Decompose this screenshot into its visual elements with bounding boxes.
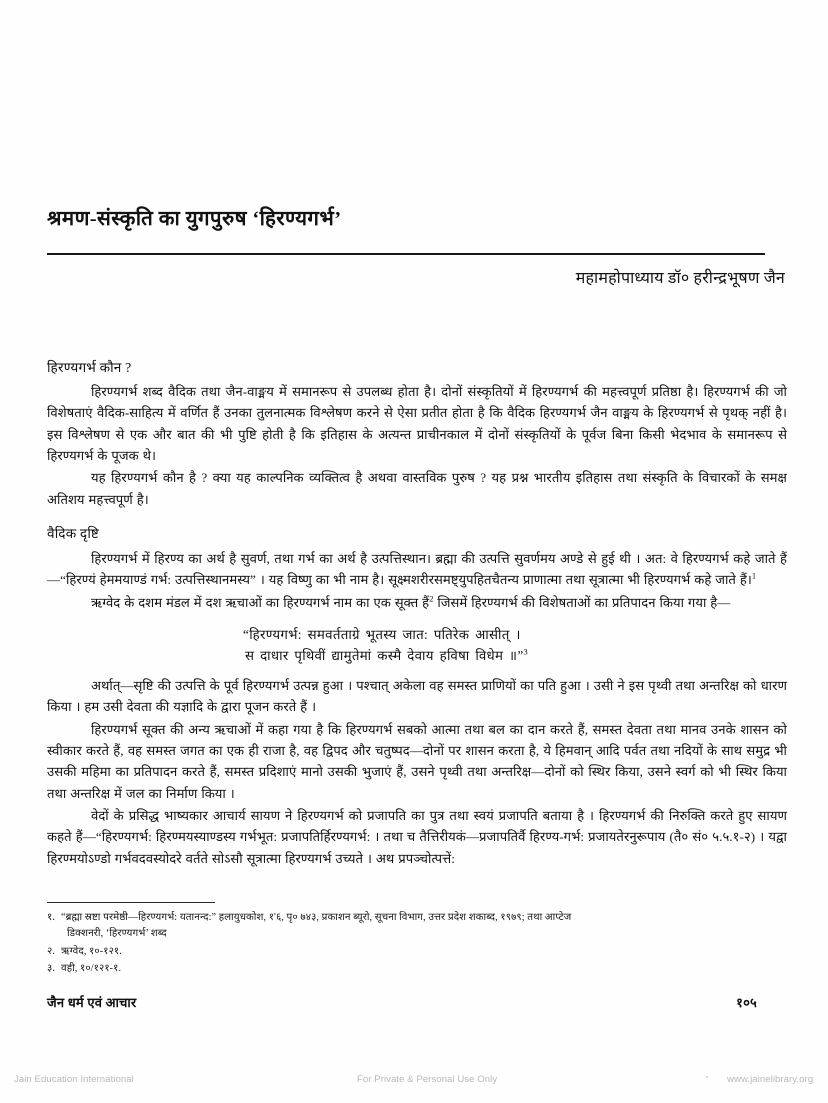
running-footer bbox=[47, 993, 785, 1011]
footnote-number: १. bbox=[47, 912, 55, 923]
page-title: श्रमण-संस्कृति का युगपुरुष ‘हिरण्यगर्भ’ bbox=[47, 208, 342, 230]
library-org-label: Jain Education International bbox=[14, 1074, 134, 1085]
sanskrit-verse-quote bbox=[47, 624, 787, 666]
body-text-column bbox=[47, 357, 787, 870]
verse-line-2-text: स दाधार पृथिवीं द्यामुतेमां कस्मै देवाय हविषा विधेम ॥” bbox=[245, 647, 524, 663]
paragraph-6: हिरण्यगर्भ सूक्त की अन्य ऋचाओं में कहा गया है कि हिरण्यगर्भ सबको आत्मा तथा बल का दान करते हैं, समस्त देवता तथा मानव उनके शासन को स्वीकार करते हैं, वह समस्त जगत का एक ही राजा है, वह द्विपद और चतुष्पद—दोनों पर शासन करता है, ये हिमवान् आदि पर्वत तथा नदियों के साथ समुद्र भी उसकी महिमा का प्रतिपादन करते हैं, समस्त प्रदिशाएं मानो उसकी भुजाएं हैं, उसने पृथ्वी तथा अन्तरिक्ष—दोनों को स्थिर किया, उसने स्वर्ग को भी स्थिर किया तथा अन्तरिक्ष में जल का निर्माण किया । bbox=[47, 721, 787, 801]
paragraph-5: अर्थात्—सृष्टि की उत्पत्ति के पूर्व हिरण्यगर्भ उत्पन्न हुआ । पश्चात् अकेला वह समस्त प्राणियों का पति हुआ । उसी ने इस पृथ्वी तथा अन्तरिक्ष को धारण किया । हम उसी देवता की यज्ञादि के द्वारा पूजन करते हैं । bbox=[47, 677, 787, 715]
title-divider bbox=[47, 253, 765, 255]
footnotes-block bbox=[47, 910, 787, 978]
footnote-marker-3: 3 bbox=[523, 647, 529, 657]
running-footer-book-title: जैन धर्म एवं आचार bbox=[47, 995, 137, 1010]
footnote-text: वही, १०/१२१-१. bbox=[61, 963, 122, 975]
section-heading-vedic-view: वैदिक दृष्टि bbox=[47, 525, 100, 541]
paragraph-2: यह हिरण्यगर्भ कौन है ? क्या यह काल्पनिक व्यक्तित्व है अथवा वास्तविक पुरुष ? यह प्रश्न भारतीय इतिहास तथा संस्कृति के विचारकों के समक्ष अतिशय महत्त्वपूर्ण है। bbox=[47, 470, 787, 507]
section-heading-who-is-hiranyagarbha: हिरण्यगर्भ कौन ? bbox=[47, 360, 132, 375]
paragraph-1: हिरण्यगर्भ शब्द वैदिक तथा जैन-वाङ्मय में समानरूप से उपलब्ध होता है। दोनों संस्कृतियों में हिरण्यगर्भ की महत्त्वपूर्ण प्रतिष्ठा है। हिरण्यगर्भ की जो विशेषताएं वैदिक-साहित्य में वर्णित हैं उनका तुलनात्मक विश्लेषण करने से ऐसा प्रतीत होता है कि वैदिक हिरण्यगर्भ जैन वाङ्मय के हिरण्यगर्भ से पृथक् नहीं है। इस विश्लेषण से एक और बात की भी पुष्टि होती है कि इतिहास के अत्यन्त प्राचीनकाल में दोनों संस्कृतियों के पूर्वज बिना किसी भेदभाव के समानरूप से हिरण्यगर्भ के पूजक थे। bbox=[47, 384, 787, 463]
paragraph-7: वेदों के प्रसिद्ध भाष्यकार आचार्य सायण ने हिरण्यगर्भ को प्रजापति का पुत्र तथा स्वयं प्रजापति बताया है । हिरण्यगर्भ की निरुक्ति करते हुए सायण कहते हैं—“हिरण्यगर्भ: हिरण्मयस्याण्डस्य गर्भभूत: प्रजापतिर्हिरण्यगर्भ: । तथा च तैत्तिरीयकं—प्रजापतिर्वै हिरण्य-गर्भ: प्रजायतेरनुरूपाय (तै० सं० ५.५.१-२) । यद्वा हिरण्मयोऽण्डो गर्भवदवस्योदरे वर्तते सोऽसौ सूत्रात्मा हिरण्यगर्भ उच्यते । अथ प्रपञ्चोत्पत्तें: bbox=[47, 807, 787, 866]
footnote-text: “ब्रह्मा स्रष्टा परमेष्ठी—हिरण्यगर्भ: यतानन्द:” हलायुधकोश, १'६, पृ० ७४३, प्रकाशन ब्यूरो, सूचना विभाग, उत्तर प्रदेश शकाब्द, १९७९; तथा आप्टेज bbox=[61, 912, 572, 923]
footnote-number: ३. bbox=[47, 963, 55, 975]
library-usage-notice: For Private & Personal Use Only bbox=[357, 1074, 498, 1085]
verse-line-2 bbox=[243, 645, 787, 666]
library-website-link[interactable]: www.jainelibrary.org bbox=[727, 1074, 814, 1085]
footnote-continuation: डिक्शनरी, ‘हिरण्यगर्भ’ शब्द bbox=[67, 928, 167, 940]
footnote-item bbox=[47, 910, 787, 943]
footnote-text: ऋग्वेद, १०-१२१. bbox=[61, 945, 122, 957]
footnote-marker-1: 1 bbox=[751, 571, 757, 581]
page-number: १०५ bbox=[736, 995, 757, 1010]
library-watermark-bar bbox=[0, 1063, 828, 1103]
footnote-marker-2: 2 bbox=[429, 594, 434, 604]
verse-line-1: “हिरण्यगर्भ: समवर्तताग्रे भूतस्य जात: पतिरेक आसीत् । bbox=[243, 626, 521, 642]
footnote-number: २. bbox=[47, 945, 55, 957]
footnote-item bbox=[47, 944, 787, 960]
library-separator-dot bbox=[706, 1076, 708, 1078]
paragraph-4-text-b: जिसमें हिरण्यगर्भ की विशेषताओं का प्रतिपादन किया गया है— bbox=[433, 594, 731, 610]
paragraph-4-text-a: ऋग्वेद के दशम मंडल में दश ऋचाओं का हिरण्यगर्भ नाम का एक सूक्त हैं bbox=[91, 594, 430, 610]
footnote-item bbox=[47, 961, 787, 977]
paragraph-3 bbox=[47, 548, 787, 591]
author-byline: महामहोपाध्याय डॉ० हरीन्द्रभूषण जैन bbox=[575, 270, 785, 287]
paragraph-3-text: हिरण्यगर्भ में हिरण्य का अर्थ है सुवर्ण, तथा गर्भ का अर्थ है उत्पत्तिस्थान। ब्रह्मा की उत्पत्ति सुवर्णमय अण्डे से हुई थी । अत: वे हिरण्यगर्भ कहे जाते हैं—“हिरण्यं हेममयाण्डं गर्भ: उत्पत्तिस्थानमस्य” । यह विष्णु का भी नाम है। सूक्ष्मशरीरसमष्ट्युपहितचैतन्य प्राणात्मा तथा सूत्रात्मा भी हिरण्यगर्भ कहे जाते हैं। bbox=[47, 550, 787, 588]
footnote-divider bbox=[47, 902, 215, 903]
paragraph-4 bbox=[47, 592, 787, 613]
